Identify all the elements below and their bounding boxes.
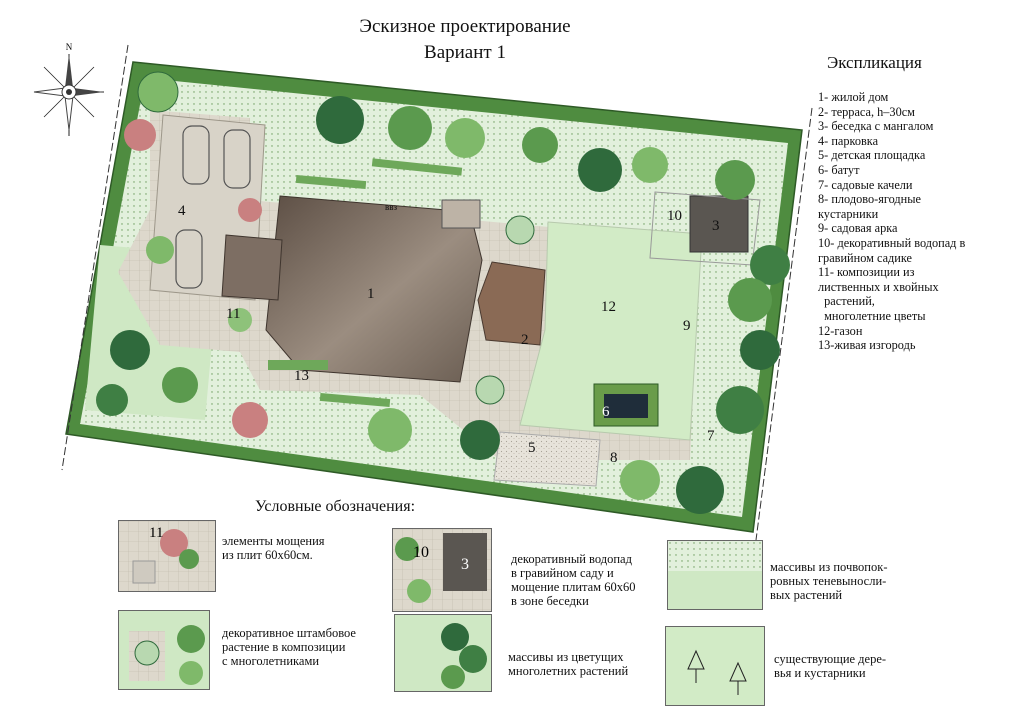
explication-item: 11- композиции из [818, 265, 915, 280]
explication-item: лиственных и хвойных [818, 279, 939, 294]
legend-thumb-existing-trees [665, 626, 765, 706]
legend-line: массивы из цветущих [508, 650, 624, 664]
legend-line: элементы мощения [222, 534, 325, 548]
legend-thumb-waterfall [392, 528, 492, 612]
conventions-heading: Условные обозначения: [255, 498, 416, 515]
trampoline-mat [604, 394, 648, 418]
thumb-label-11: 11 [149, 525, 164, 541]
legend-text-waterfall [511, 552, 635, 608]
label-house: 1 [367, 286, 375, 302]
page-title-line2: Вариант 1 [424, 42, 506, 63]
label-terrace: 2 [521, 332, 529, 348]
legend-text-groundcover [770, 560, 887, 602]
explication-item: 7- садовые качели [818, 177, 913, 192]
legend-line: массивы из почвопок- [770, 560, 888, 574]
legend-line: ровных теневыносли- [770, 574, 887, 588]
legend-line: в зоне беседки [511, 594, 589, 608]
legend-line: существующие дере- [774, 652, 887, 666]
terrace [478, 262, 545, 345]
label-waterfall: 10 [667, 208, 682, 224]
label-arch: 9 [683, 318, 691, 334]
page-title-line1: Эскизное проектирование [359, 16, 571, 37]
compass-north-label: N [65, 42, 73, 52]
label-compositions: 11 [226, 306, 241, 322]
legend-line: декоративный водопад [511, 552, 632, 566]
explication-item: 3- беседка с мангалом [818, 119, 934, 134]
legend-line: из плит 60х60см. [222, 548, 313, 562]
explication-item: 6- батут [818, 162, 860, 177]
legend-line: мощение плитам 60х60 [511, 580, 636, 594]
legend-line: вья и кустарники [774, 666, 866, 680]
legend-line: в гравийном саду и [511, 566, 614, 580]
explication-list [818, 90, 1018, 353]
explication-item: 9- садовая арка [818, 221, 898, 236]
legend-line: многолетних растений [508, 664, 629, 678]
label-parking: 4 [178, 203, 186, 219]
explication-item: 8- плодово-ягодные [818, 192, 921, 207]
explication-item: 12-газон [818, 323, 863, 338]
legend-text-flower-beds [508, 650, 628, 678]
legend-line: растение в композиции [222, 640, 346, 654]
explication-item: 2- терраса, h–30см [818, 104, 915, 119]
legend-line: декоративное штамбовое [222, 626, 356, 640]
explication-item: 5- детская площадка [818, 148, 926, 163]
legend-line: вых растений [770, 588, 843, 602]
porch-stairs [442, 200, 480, 228]
thumb-label-10: 10 [413, 544, 429, 561]
legend-thumb-paving [118, 520, 216, 592]
explication-heading: Экспликация [827, 53, 922, 72]
label-playground: 5 [528, 440, 536, 456]
legend-line: с многолетниками [222, 654, 320, 668]
explication-item: многолетние цветы [818, 308, 926, 323]
label-trampoline: 6 [602, 404, 610, 420]
legend-text-paving [222, 534, 325, 562]
explication-item: 13-живая изгородь [818, 338, 916, 353]
label-lawn: 12 [601, 299, 616, 315]
garage-roof [222, 235, 282, 300]
thumb-label-3: 3 [461, 556, 469, 573]
legend-thumb-flower-beds [394, 614, 492, 692]
explication-item: растений, [818, 294, 875, 309]
explication-item: гравийном садике [818, 250, 912, 265]
label-swing: 7 [707, 428, 715, 444]
explication-item: 1- жилой дом [818, 90, 889, 104]
explication-item: кустарники [818, 206, 879, 221]
legend-thumb-groundcover [667, 540, 763, 610]
label-stump: ввз [385, 202, 398, 212]
legend-text-standard-tree [222, 626, 356, 668]
label-berries: 8 [610, 450, 618, 466]
explication-item: 4- парковка [818, 133, 879, 148]
label-gazebo: 3 [712, 218, 720, 234]
legend-text-existing-trees [774, 652, 886, 680]
playground [494, 432, 600, 486]
explication-item: 10- декоративный водопад в [818, 235, 966, 250]
legend-thumb-standard-tree [118, 610, 210, 690]
label-hedge: 13 [294, 368, 309, 384]
